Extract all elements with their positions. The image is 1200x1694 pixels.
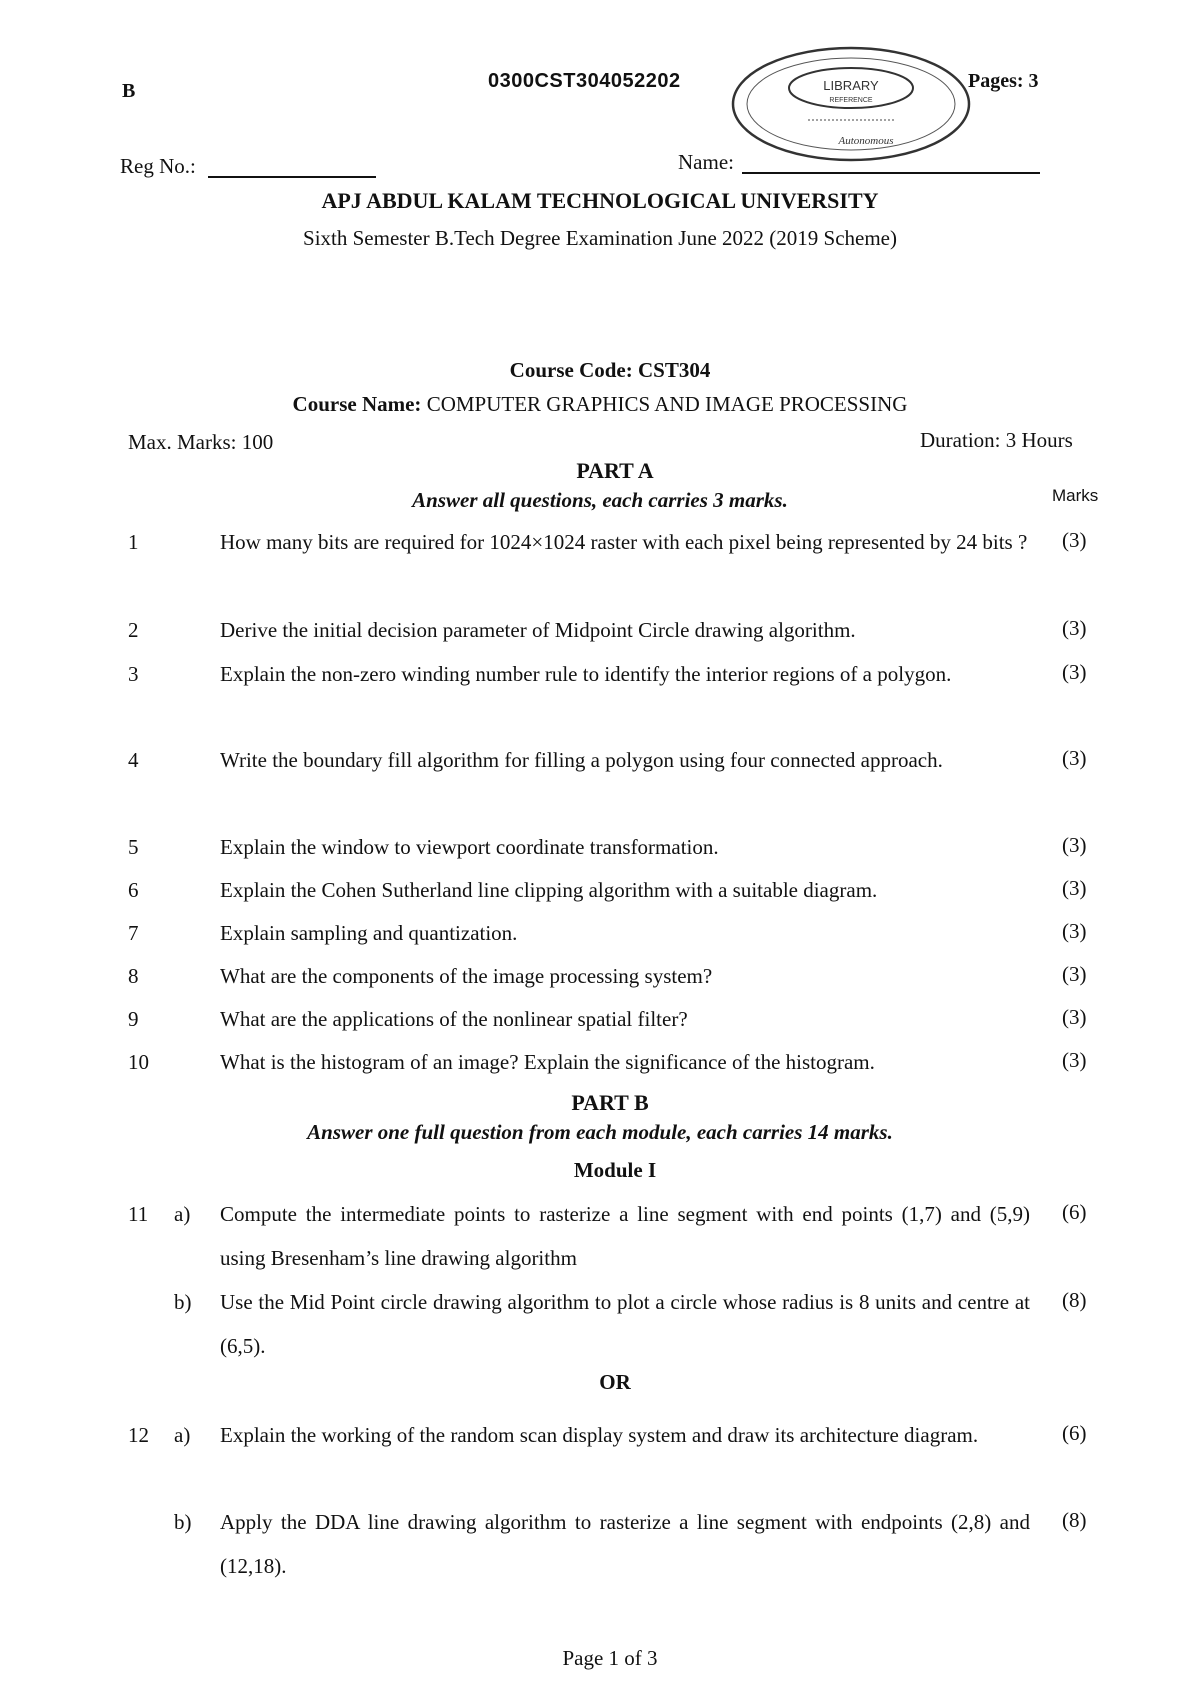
question-text: Explain the window to viewport coordinate transformation.	[220, 835, 719, 859]
module-heading: Module I	[573, 1158, 657, 1182]
question-text: What is the histogram of an image? Explain the significance of the histogram.	[220, 1050, 875, 1074]
stamp-reference-text: REFERENCE	[829, 97, 873, 104]
question-text: Explain the working of the random scan display system and draw its architecture diagram.	[220, 1423, 979, 1447]
max-marks: Max. Marks: 100	[128, 430, 274, 454]
question-marks: (3)	[1062, 660, 1087, 684]
question-text: What are the components of the image processing system?	[220, 964, 713, 988]
question-number: 4	[128, 748, 139, 772]
part-a-instruction: Answer all questions, each carries 3 marks.	[412, 488, 788, 512]
question-marks: (3)	[1062, 919, 1087, 943]
question-text: Use the Mid Point circle drawing algorithm to plot a circle whose radius is 8 units and centre at (6,5).	[220, 1290, 1030, 1358]
question-marks: (3)	[1062, 1048, 1087, 1072]
question-marks: (3)	[1062, 1005, 1087, 1029]
part-a-heading: PART A	[576, 458, 654, 483]
part-b-instruction: Answer one full question from each module, each carries 14 marks.	[307, 1120, 893, 1144]
question-marks: (8)	[1062, 1508, 1087, 1532]
course-code: Course Code: CST304	[509, 358, 711, 382]
paper-code: 0300CST304052202	[488, 70, 681, 92]
subquestion-label: a)	[174, 1202, 191, 1226]
question-text: Compute the intermediate points to rasterize a line segment with end points (1,7) and (5,9) using Bresenham’s line drawing algorithm	[220, 1202, 1030, 1270]
question-number: 12	[128, 1423, 149, 1447]
question-number: 3	[128, 662, 139, 686]
name-field	[742, 172, 1040, 174]
set-label: B	[122, 80, 136, 102]
question-marks: (3)	[1062, 746, 1087, 770]
question-text: Apply the DDA line drawing algorithm to rasterize a line segment with endpoints (2,8) and (12,18).	[220, 1510, 1030, 1578]
part-b-heading: PART B	[571, 1090, 649, 1115]
question-number: 6	[128, 878, 139, 902]
question-text: Explain sampling and quantization.	[220, 921, 518, 945]
library-stamp	[726, 40, 976, 170]
reg-no-field	[208, 176, 376, 178]
question-number: 1	[128, 530, 139, 554]
question-number: 5	[128, 835, 139, 859]
exam-title: Sixth Semester B.Tech Degree Examination June 2022 (2019 Scheme)	[303, 226, 897, 250]
page-count: Pages: 3	[968, 70, 1039, 92]
question-text: What are the applications of the nonlinear spatial filter?	[220, 1007, 688, 1031]
name-label: Name:	[678, 150, 734, 174]
question-number: 2	[128, 618, 139, 642]
question-marks: (3)	[1062, 833, 1087, 857]
question-marks: (6)	[1062, 1200, 1087, 1224]
question-text: Write the boundary fill algorithm for filling a polygon using four connected approach.	[220, 748, 943, 772]
question-number: 8	[128, 964, 139, 988]
question-number: 11	[128, 1202, 149, 1226]
question-marks: (3)	[1062, 876, 1087, 900]
question-text: Explain the non-zero winding number rule to identify the interior regions of a polygon.	[220, 662, 952, 686]
course-name-value: COMPUTER GRAPHICS AND IMAGE PROCESSING	[426, 392, 908, 416]
question-number: 10	[128, 1050, 149, 1074]
stamp-library-text: LIBRARY	[823, 78, 879, 93]
question-marks: (6)	[1062, 1421, 1087, 1445]
marks-column-header: Marks	[1052, 486, 1099, 505]
subquestion-label: b)	[174, 1510, 192, 1534]
duration: Duration: 3 Hours	[920, 428, 1073, 452]
question-text: How many bits are required for 1024×1024 raster with each pixel being represented by 24 bits ?	[220, 530, 1028, 554]
question-text: Explain the Cohen Sutherland line clipping algorithm with a suitable diagram.	[220, 878, 878, 902]
page-footer: Page 1 of 3	[562, 1646, 658, 1670]
or-separator: OR	[599, 1370, 631, 1394]
subquestion-label: a)	[174, 1423, 191, 1447]
reg-no-label: Reg No.:	[120, 154, 196, 178]
course-name-label: Course Name:	[292, 392, 422, 416]
question-text: Derive the initial decision parameter of Midpoint Circle drawing algorithm.	[220, 618, 856, 642]
question-marks: (3)	[1062, 528, 1087, 552]
university-title: APJ ABDUL KALAM TECHNOLOGICAL UNIVERSITY	[321, 188, 879, 213]
question-marks: (3)	[1062, 962, 1087, 986]
question-number: 7	[128, 921, 139, 945]
question-marks: (3)	[1062, 616, 1087, 640]
question-number: 9	[128, 1007, 139, 1031]
stamp-autonomous-text: Autonomous	[838, 135, 894, 147]
question-marks: (8)	[1062, 1288, 1087, 1312]
course-name	[0, 392, 1200, 417]
subquestion-label: b)	[174, 1290, 192, 1314]
